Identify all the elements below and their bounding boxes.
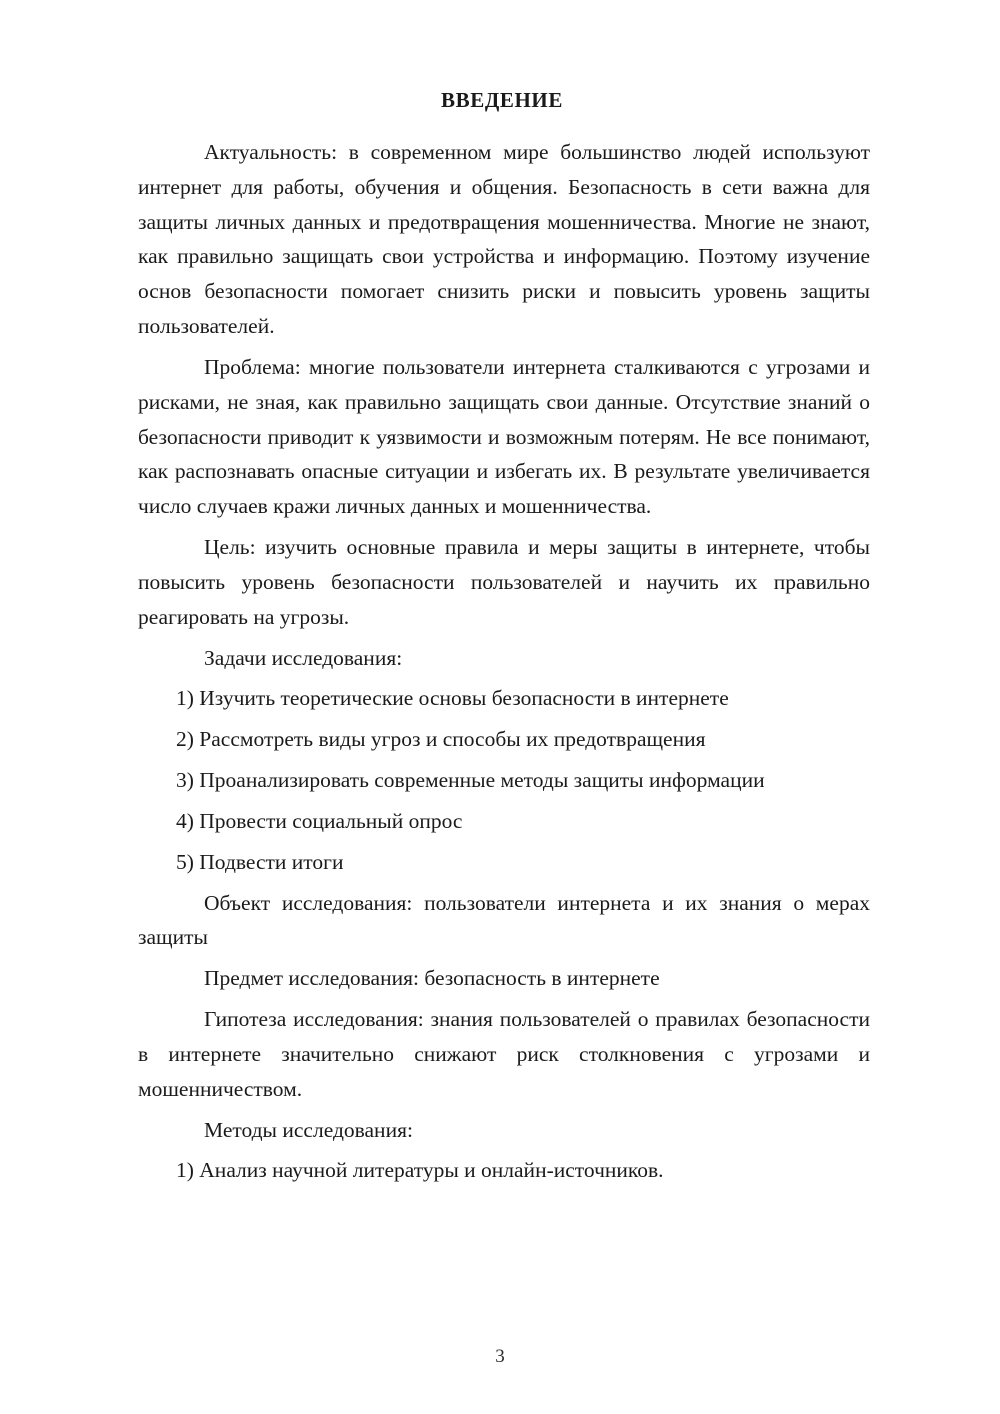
paragraph-tasks-heading: Задачи исследования: <box>204 645 403 670</box>
list-item: 5) Подвести итоги <box>176 849 344 874</box>
list-item: 1) Анализ научной литературы и онлайн-источников. <box>176 1158 664 1183</box>
paragraph-methods-heading: Методы исследования: <box>204 1117 413 1142</box>
paragraph-problem: Проблема: многие пользователи интернета сталкиваются с угрозами и рисками, не зная, как правильно защищать свои данные. Отсутствие знаний о безопасности приводит к уязвимости и возможным потерям. Не все понимают, как распознавать опасные ситуации и избегать их. В результате увеличивается число случаев кражи личных данных и мошенничества. <box>138 354 870 519</box>
paragraph-object: Объект исследования: пользователи интернета и их знания о мерах защиты <box>138 890 870 950</box>
paragraph-relevance: Актуальность: в современном мире большинство людей используют интернет для работы, обучения и общения. Безопасность в сети важна для защиты личных данных и предотвращения мошенничества. Многие не знают, как правильно защищать свои устройства и информацию. Поэтому изучение основ безопасности помогает снизить риски и повысить уровень защиты пользователей. <box>138 140 870 339</box>
paragraph-goal: Цель: изучить основные правила и меры защиты в интернете, чтобы повысить уровень безопасности пользователей и научить их правильно реагировать на угрозы. <box>138 535 870 629</box>
paragraph-hypothesis: Гипотеза исследования: знания пользователей о правилах безопасности в интернете значительно снижают риск столкновения с угрозами и мошенничеством. <box>138 1007 870 1101</box>
page-number: 3 <box>495 1346 505 1367</box>
paragraph-subject: Предмет исследования: безопасность в интернете <box>204 966 660 991</box>
page-title: ВВЕДЕНИЕ <box>441 88 563 112</box>
list-item: 4) Провести социальный опрос <box>176 808 463 833</box>
list-item: 3) Проанализировать современные методы защиты информации <box>176 768 765 793</box>
list-item: 1) Изучить теоретические основы безопасности в интернете <box>176 686 729 711</box>
list-item: 2) Рассмотреть виды угроз и способы их предотвращения <box>176 727 706 752</box>
